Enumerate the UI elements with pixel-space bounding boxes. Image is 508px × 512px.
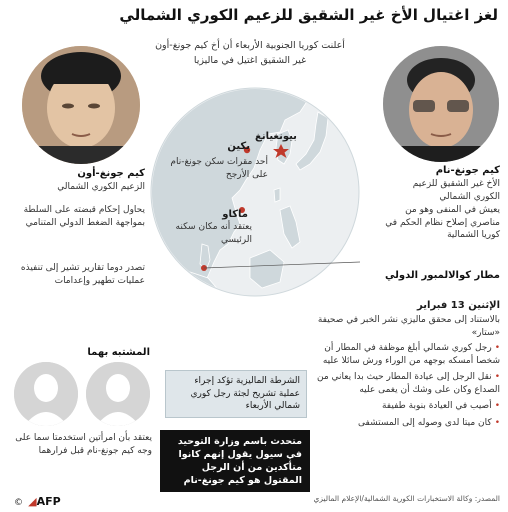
taiwan [274,188,280,202]
pyongyang-label: بيونغيانغ [255,131,297,142]
bullet-item: • نقل الرجل إلى عيادة المطار حيث بدا يعاني من الصداع وكان على وشك أن يغمى عليه [300,371,500,396]
bullet-item: • أصيب في العيادة بنوبة طفيفة [300,400,500,413]
kim-jong-nam-name: كيم جونغ-نام [435,165,500,176]
bullet-item: • كان ميتا لدى وصوله إلى المستشفى [300,417,500,430]
kim-jong-nam-role: الأخ غير الشقيق للزعيم الكوري الشمالي [412,179,500,202]
kim-jong-nam-portrait [383,46,499,162]
kim-jong-un-role: الزعيم الكوري الشمالي [57,182,145,192]
suspects-description: يعتقد بأن امرأتين استخدمتا سما على وجه كيم جونغ-نام قبل فرارهما [15,433,152,456]
police-note-box: الشرطة الماليزية تؤكد إجراء عملية تشريح لجثة رجل كوري شمالي الأربعاء [165,370,307,418]
source-credit: المصدر: وكالة الاستخبارات الكورية الشمالية/الإعلام الماليزي [313,494,500,503]
suspects-title: المشتبه بهما [87,347,150,358]
kim-jong-un-purges: تصدر دوما تقارير تشير إلى تنفيذه عمليات تطهير وإعدامات [20,263,145,286]
beijing-description: أحد مقرات سكن جونغ-نام على الأرجح [170,157,268,180]
statement-box: متحدث باسم وزارة التوحيد في سيول يقول إنهم كانوا متأكدين من أن الرجل المقتول هو كيم جونغ-نام [160,430,310,492]
event-date: الإثنين 13 فبراير [417,300,500,311]
macau-label: ماكاو [222,209,248,220]
kim-jong-un-description: يحاول إحكام قبضته على السلطة بمواجهة الضغط الدولي المتنامي [23,205,145,228]
intro-text: أعلنت كوريا الجنوبية الأربعاء أن أخ كيم جونغ-أون غير الشقيق اغتيل في ماليزيا [155,40,345,66]
suspect-silhouette [14,362,78,426]
macau-description: يعتقد أنه مكان سكنه الرئيسي [175,222,252,245]
event-source: بالاستناد إلى محقق ماليزي نشر الخبر في صحيفة «ستار» [317,315,500,338]
kim-jong-un-portrait [22,46,140,164]
beijing-label: بكين [227,141,250,152]
kim-jong-un-name: كيم جونغ-أون [77,168,145,179]
afp-logo: © ◢AFP [14,495,61,508]
kim-jong-nam-description: يعيش في المنفى وهو من مناصري إصلاح نظام الحكم في كوريا الشمالية [385,205,500,240]
event-bullets [300,342,500,429]
asia-map [150,72,360,312]
suspect-silhouette [86,362,150,426]
page-title: لغز اغتيال الأخ غير الشقيق للزعيم الكوري الشمالي [119,6,498,24]
bullet-item: • رجل كوري شمالي أبلغ موظفة في المطار أن شخصا أمسكه بوجهه من الوراء ورش سائلا عليه [300,342,500,367]
airport-title: مطار كوالالمبور الدولي [385,270,500,281]
